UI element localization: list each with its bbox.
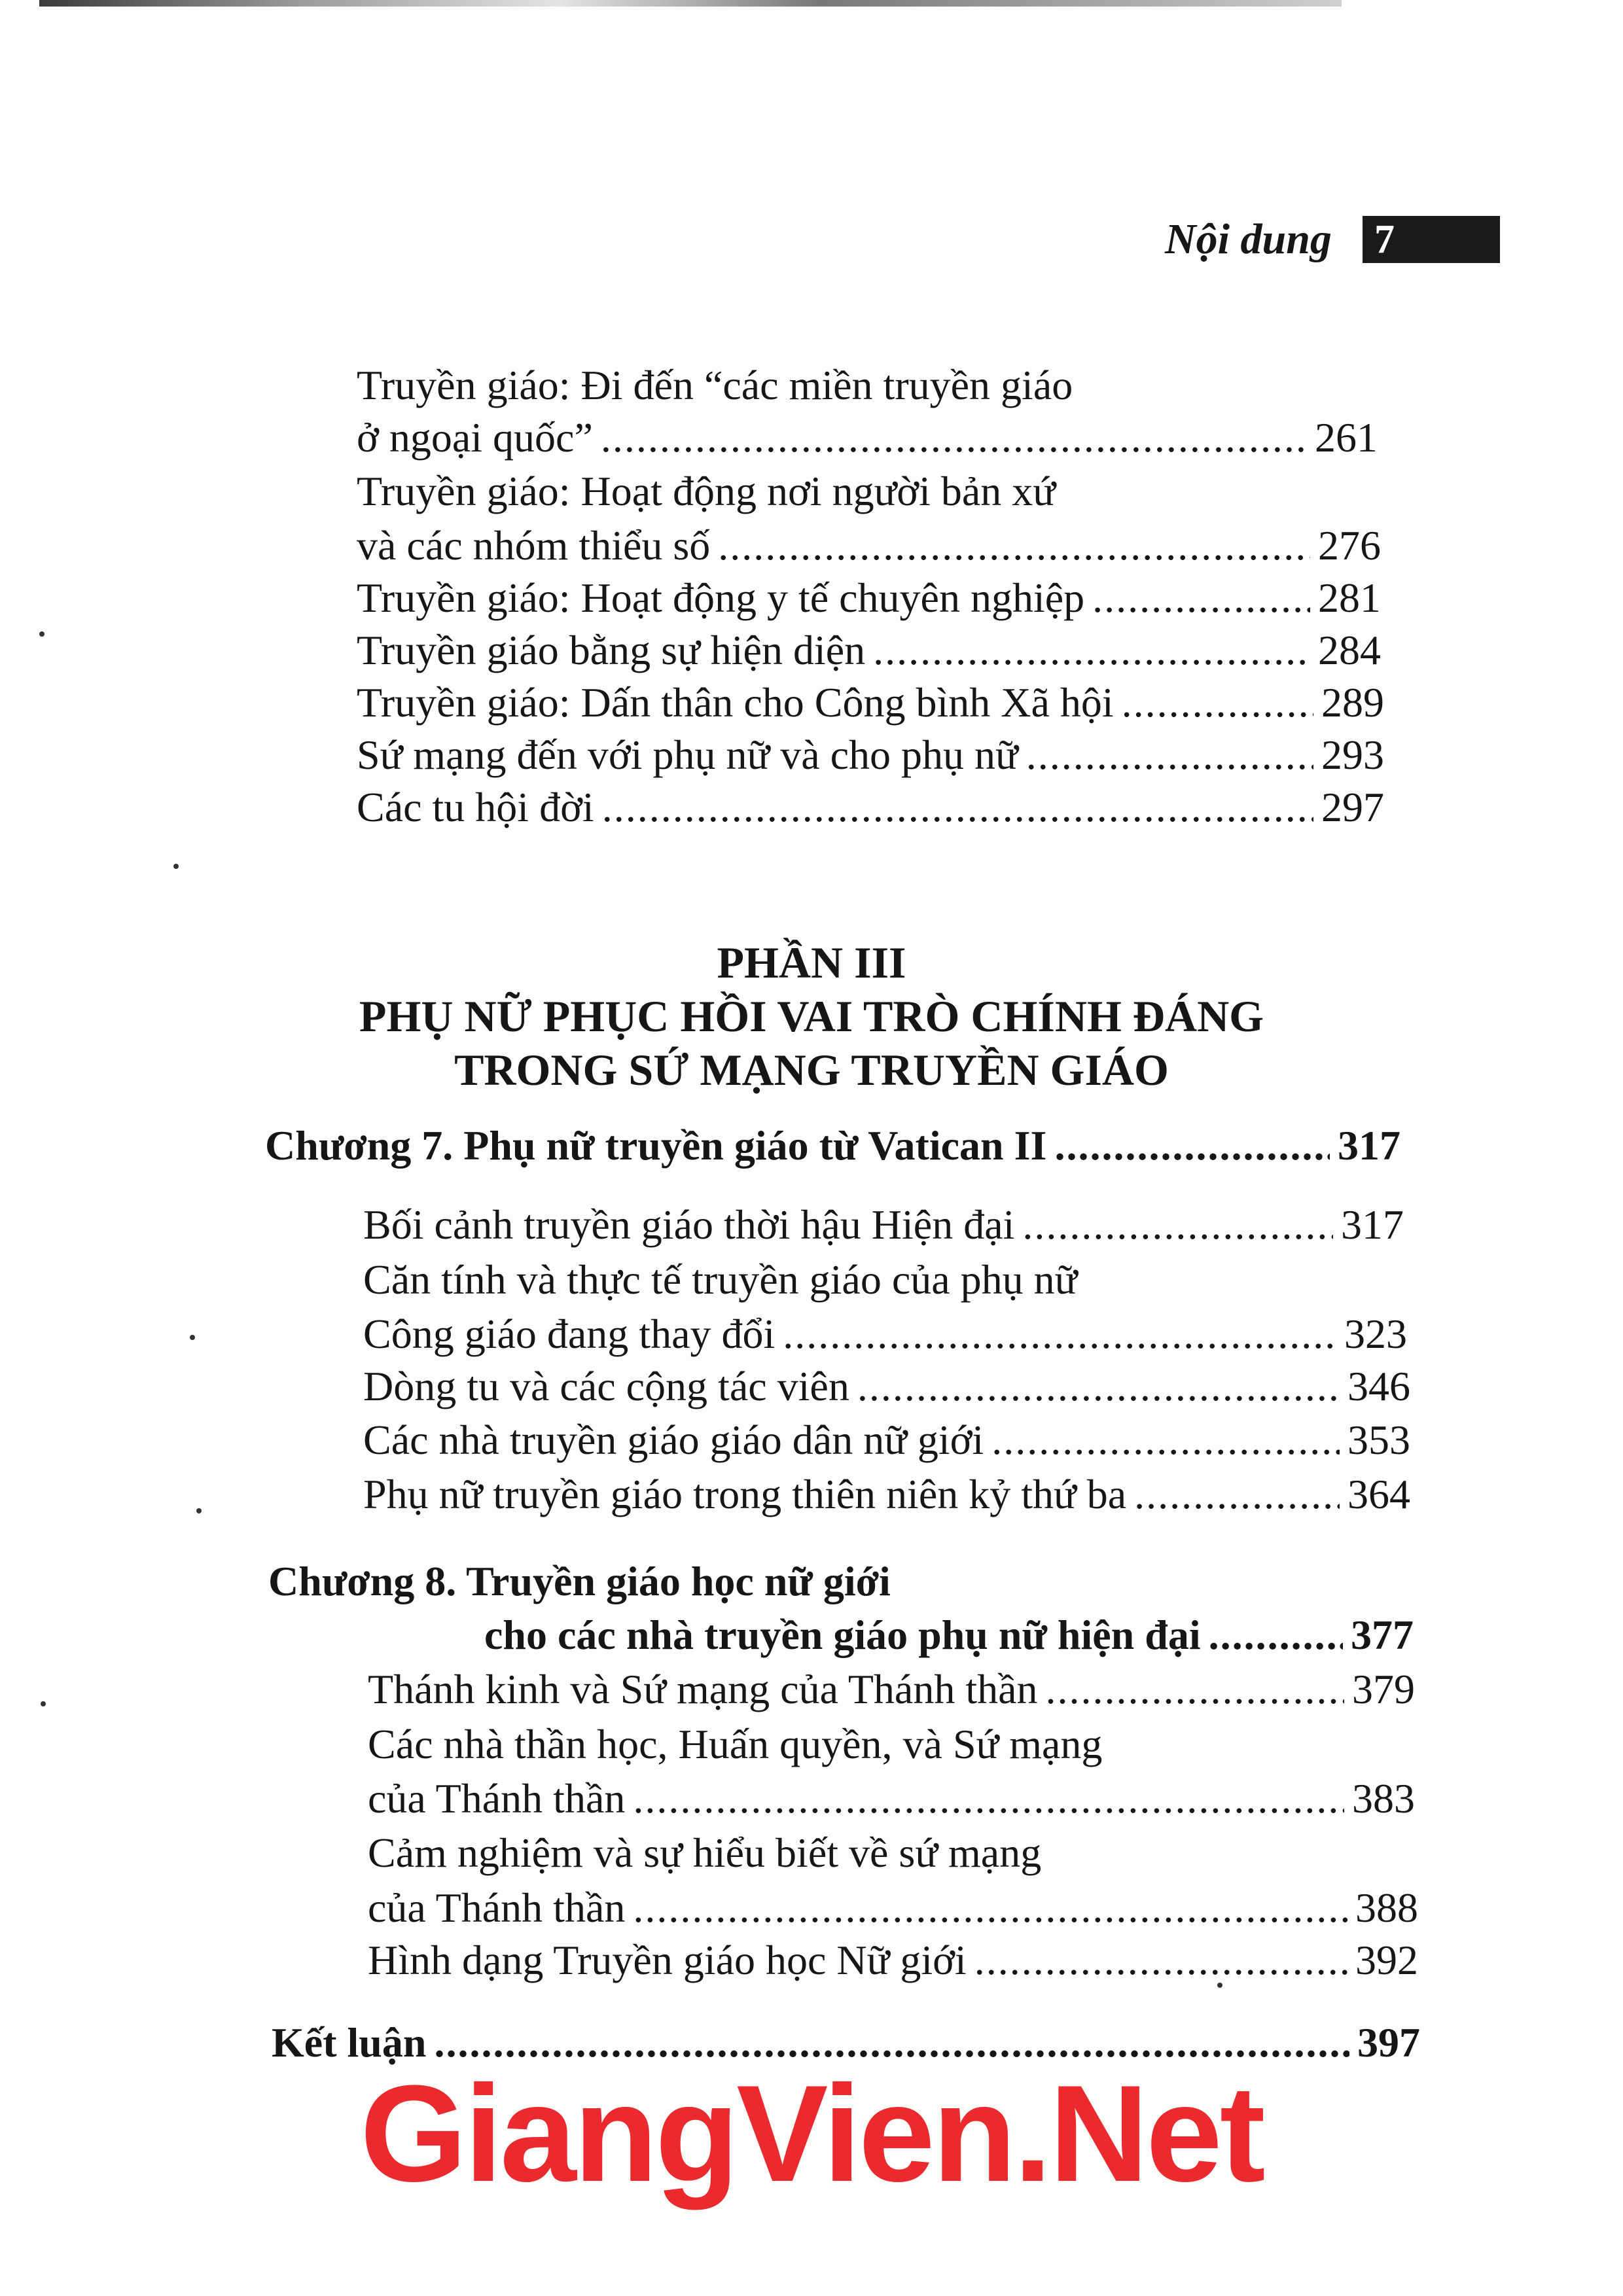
toc-entry-title: Bối cảnh truyền giáo thời hậu Hiện đại [363, 1201, 1015, 1248]
toc-entry-page: 379 [1352, 1666, 1415, 1712]
toc-entry [368, 1664, 1415, 1715]
conclusion-title: Kết luận [272, 2019, 427, 2066]
toc-entry [368, 1719, 1102, 1770]
toc-entry-page: 276 [1318, 522, 1381, 569]
toc-entry-page: 323 [1344, 1311, 1407, 1357]
toc-entry [363, 1469, 1410, 1520]
chapter-heading [265, 1120, 1400, 1171]
toc-entry-title: Truyền giáo: Hoạt động y tế chuyên nghiệp [357, 574, 1085, 621]
toc-entry-page: 261 [1315, 414, 1378, 461]
scan-speck [41, 1701, 46, 1706]
toc-entry-title: của Thánh thần [368, 1775, 626, 1822]
header-label: Nội dung [1165, 215, 1332, 263]
toc-entry-title: Căn tính và thực tế truyền giáo của phụ nữ [363, 1256, 1078, 1303]
toc-entry-title: Phụ nữ truyền giáo trong thiên niên kỷ thứ ba [363, 1471, 1127, 1517]
toc-entry-title: Các nhà thần học, Huấn quyền, và Sứ mạng [368, 1721, 1103, 1767]
toc-entry [363, 1361, 1410, 1412]
toc-entry-page: 392 [1355, 1937, 1418, 1983]
dot-leader [602, 782, 1313, 833]
toc-entry [368, 1773, 1415, 1824]
toc-entry-page: 383 [1352, 1775, 1415, 1822]
toc-entry-page: 346 [1347, 1363, 1410, 1409]
dot-leader [783, 1309, 1336, 1360]
top-rule [39, 0, 1342, 7]
toc-entry [363, 1415, 1410, 1466]
toc-entry-title: Truyền giáo: Hoạt động nơi người bản xứ [357, 468, 1056, 514]
toc-entry [357, 677, 1384, 728]
toc-entry [357, 573, 1381, 624]
toc-entry-page: 297 [1321, 784, 1384, 830]
toc-entry-title: Thánh kinh và Sứ mạng của Thánh thần [368, 1666, 1038, 1712]
dot-leader [1054, 1120, 1330, 1171]
toc-entry-page: 289 [1321, 679, 1384, 726]
toc-entry-page: 364 [1347, 1471, 1410, 1517]
toc-entry-title: Các nhà truyền giáo giáo dân nữ giới [363, 1417, 984, 1463]
toc-entry-page: 317 [1341, 1201, 1404, 1248]
toc-entry [363, 1254, 1077, 1305]
dot-leader [633, 1773, 1344, 1824]
toc-entry-page: 388 [1355, 1884, 1418, 1931]
watermark: GiangVien.Net [360, 2057, 1263, 2210]
dot-leader [1092, 573, 1310, 624]
dot-leader [1046, 1664, 1345, 1715]
dot-leader [718, 520, 1310, 571]
part-title-line1: PHỤ NỮ PHỤC HỒI VAI TRÒ CHÍNH ĐÁNG [359, 991, 1264, 1041]
toc-entry [357, 730, 1384, 781]
scan-speck [196, 1508, 202, 1513]
running-header [1113, 208, 1505, 267]
chapter-title: Chương 8. Truyền giáo học nữ giới [268, 1558, 891, 1604]
toc-entry [368, 1935, 1418, 1986]
toc-entry-title: và các nhóm thiểu số [357, 522, 711, 569]
toc-entry-page: 293 [1321, 732, 1384, 778]
scan-speck [1217, 1983, 1222, 1988]
scan-speck [39, 631, 45, 637]
toc-entry [357, 360, 1073, 411]
dot-leader [873, 625, 1310, 676]
chapter-page: 377 [1351, 1612, 1414, 1658]
dot-leader [1134, 1469, 1340, 1520]
dot-leader [1122, 677, 1313, 728]
toc-entry-page: 284 [1318, 627, 1381, 673]
toc-entry-title: Truyền giáo: Dấn thân cho Công bình Xã hội [357, 679, 1114, 726]
toc-entry-page: 281 [1318, 574, 1381, 621]
toc-entry [357, 782, 1384, 833]
scan-speck [173, 864, 179, 869]
toc-entry [363, 1199, 1404, 1250]
dot-leader [974, 1935, 1347, 1986]
toc-entry-title: Hình dạng Truyền giáo học Nữ giới [368, 1937, 967, 1983]
chapter-title: cho các nhà truyền giáo phụ nữ hiện đại [484, 1612, 1201, 1658]
dot-leader [991, 1415, 1340, 1466]
chapter-heading [268, 1556, 891, 1607]
toc-entry [368, 1882, 1418, 1934]
dot-leader [1022, 1199, 1333, 1250]
toc-entry [357, 412, 1378, 463]
toc-entry-title: của Thánh thần [368, 1884, 626, 1931]
conclusion-page: 397 [1357, 2019, 1420, 2066]
dot-leader [857, 1361, 1340, 1412]
toc-entry-title: Sứ mạng đến với phụ nữ và cho phụ nữ [357, 732, 1018, 778]
toc-entry-title: Truyền giáo: Đi đến “các miền truyền giáo [357, 362, 1073, 408]
toc-entry-title: ở ngoại quốc” [357, 414, 593, 461]
chapter-page: 317 [1338, 1122, 1400, 1169]
toc-entry-title: Cảm nghiệm và sự hiểu biết về sứ mạng [368, 1829, 1042, 1876]
part-title-line2: TRONG SỨ MẠNG TRUYỀN GIÁO [454, 1045, 1169, 1095]
toc-entry [357, 625, 1381, 676]
toc-entry-page: 353 [1347, 1417, 1410, 1463]
part-label: PHẦN III [717, 938, 906, 987]
toc-entry [368, 1828, 1041, 1879]
page-number: 7 [1363, 216, 1500, 263]
dot-leader [1026, 730, 1313, 781]
toc-entry-title: Các tu hội đời [357, 784, 594, 830]
toc-entry-title: Dòng tu và các cộng tác viên [363, 1363, 849, 1409]
toc-entry-title: Công giáo đang thay đổi [363, 1311, 776, 1357]
toc-entry-title: Truyền giáo bằng sự hiện diện [357, 627, 866, 673]
dot-leader [1209, 1610, 1343, 1661]
dot-leader [601, 412, 1307, 463]
toc-entry [357, 466, 1056, 517]
toc-entry [357, 520, 1381, 571]
chapter-heading [484, 1610, 1414, 1661]
toc-entry [363, 1309, 1407, 1360]
dot-leader [633, 1882, 1347, 1934]
chapter-title: Chương 7. Phụ nữ truyền giáo từ Vatican II [265, 1122, 1047, 1169]
scan-speck [190, 1335, 195, 1340]
